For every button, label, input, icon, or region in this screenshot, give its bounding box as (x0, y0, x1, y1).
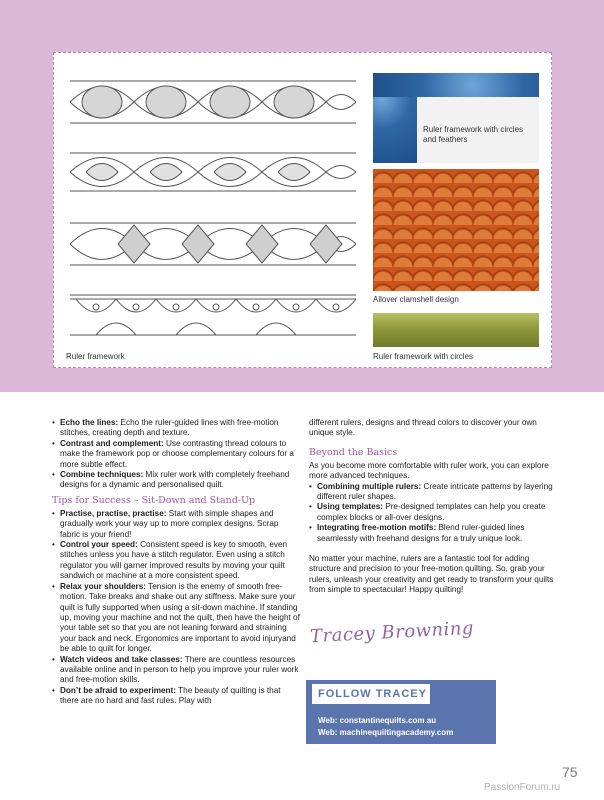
bullet-experiment: • Don’t be afraid to experiment: The beauty of quilting is that there are no hard and fast rules. Play with (52, 686, 300, 707)
bullet-echo: • Echo the lines: Echo the ruler-guided lines with free-motion stitches, creating depth and texture. (52, 418, 300, 439)
bullet-combine: • Combine techniques: Mix ruler work with completely freehand designs for a dynamic and personalised quilt. (52, 470, 300, 491)
bullet-contrast: • Contrast and complement: Use contrasting thread colours to make the framework pop or choose complementary colours for a more subtle effect. (52, 439, 300, 470)
bullet-videos: • Watch videos and take classes: There are countless resources available online and in person to help you improve your ruler work and free-motion skills. (52, 655, 300, 686)
page-number: 75 (562, 764, 578, 780)
beyond-heading: Beyond the Basics (309, 446, 398, 458)
author-signature: Tracey Browning (309, 617, 475, 648)
web-link-2[interactable]: Web: machinequiltingacademy.com (318, 728, 454, 737)
caption-green: Ruler framework with circles (373, 352, 474, 361)
caption-orange: Allover clamshell design (373, 295, 459, 304)
bullet-motifs: • Integrating free-motion motifs: Blend ruler-guided lines seamlessly with freehand designs for a truly unique look. (309, 523, 555, 544)
follow-box (306, 680, 496, 744)
photo-green-quilt (373, 313, 539, 347)
caption-ruler-framework: Ruler framework (66, 352, 125, 361)
left-column (52, 418, 300, 707)
photo-blue-quilt (373, 73, 539, 163)
watermark: PassionForum.ru (484, 782, 561, 793)
ruler-framework-sketch (66, 73, 356, 353)
beyond-intro: As you become more comfortable with ruler work, you can explore more advanced techniques. (309, 460, 549, 481)
bullet-relax: • Relax your shoulders: Tension is the enemy of smooth free-motion. Take breaks and shake out any stiffness. Make sure your quilt is fully supported when using a sit-down machine. If standing up, moving your machine and not the quilt, then have the height of your table set so that you are not leaning forward and straining your back and neck. Ergonomics are important to avoid injuryand be able to quilt for longer. (52, 582, 300, 655)
follow-label: FOLLOW TRACEY (312, 684, 430, 704)
bullet-speed: • Control your speed: Consistent speed is key to smooth, even stitches unless you have a stitch regulator. Even using a stitch regulator you will garner improved results by moving your quilt sandwich or machine at a more consistent speed. (52, 540, 300, 582)
bullet-multiple-rulers: • Combining multiple rulers: Create intricate patterns by layering different ruler shapes. (309, 482, 555, 503)
caption-blue: Ruler framework with circles and feathers (423, 125, 524, 144)
photo-orange-clamshell (373, 169, 539, 291)
blue-fabric-top (373, 73, 539, 97)
tips-heading: Tips for Success – Sit-Down and Stand-Up (52, 494, 256, 506)
right-column (309, 418, 555, 596)
bullet-templates: • Using templates: Pre-designed templates can help you create complex blocks or all-over designs. (309, 502, 555, 523)
continuation-text: different rulers, designs and thread colors to discover your own unique style. (309, 418, 537, 438)
closing-paragraph: No matter your machine, rulers are a fantastic tool for adding structure and precision to your free-motion quilting. So, grab your rulers, unleash your creativity and get ready to transform your quilts from simple to spectacular! Happy quilting! (309, 554, 554, 595)
web-link-1[interactable]: Web: constantinequilts.com.au (318, 716, 437, 725)
figure-card (53, 52, 552, 368)
bullet-practise: • Practise, practise, practise: Start with simple shapes and gradually work your way up to more complex designs. Scrap fabric is your friend! (52, 509, 300, 540)
